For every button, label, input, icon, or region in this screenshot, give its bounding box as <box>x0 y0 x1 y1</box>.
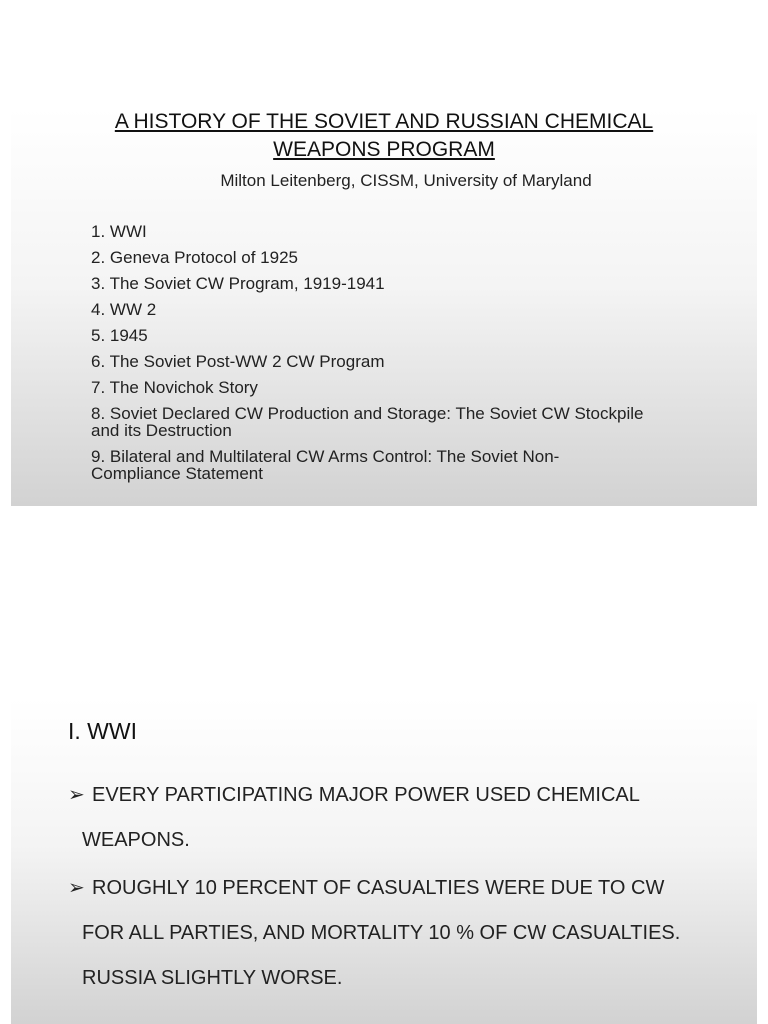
bullet-text-line: FOR ALL PARTIES, AND MORTALITY 10 % OF CW CASUALTIES. <box>82 922 681 944</box>
toc-item <box>91 405 731 439</box>
slide-title-line-1: A HISTORY OF THE SOVIET AND RUSSIAN CHEMICAL <box>114 110 654 133</box>
bullet-text-line: RUSSIA SLIGHTLY WORSE. <box>82 967 343 989</box>
bullet-text-line: ROUGHLY 10 PERCENT OF CASUALTIES WERE DUE TO CW <box>92 877 665 899</box>
toc-item: 6. The Soviet Post-WW 2 CW Program <box>91 352 385 371</box>
section-heading: I. WWI <box>68 718 137 744</box>
toc-item: 1. WWI <box>91 222 147 241</box>
toc-item-line: Compliance Statement <box>91 464 263 483</box>
author-line: Milton Leitenberg, CISSM, University of Maryland <box>220 171 592 190</box>
title-slide <box>11 108 757 506</box>
bullet-text-line: EVERY PARTICIPATING MAJOR POWER USED CHEMICAL <box>92 784 640 806</box>
arrow-bullet-icon: ➢ <box>68 784 85 806</box>
toc-item: 4. WW 2 <box>91 300 157 319</box>
toc-item-line: and its Destruction <box>91 421 232 440</box>
bullet-item <box>68 866 728 1001</box>
table-of-contents <box>91 223 731 491</box>
bullet-text-line: WEAPONS. <box>82 829 190 851</box>
bullet-item <box>68 773 728 863</box>
bullet-list <box>68 773 728 1004</box>
toc-item: 5. 1945 <box>91 326 148 345</box>
toc-item-line: 8. Soviet Declared CW Production and Storage: The Soviet CW Stockpile <box>91 404 644 423</box>
toc-item-line: 9. Bilateral and Multilateral CW Arms Control: The Soviet Non- <box>91 447 560 466</box>
arrow-bullet-icon: ➢ <box>68 877 85 899</box>
toc-item: 2. Geneva Protocol of 1925 <box>91 248 298 267</box>
content-slide <box>11 698 757 1024</box>
toc-item: 7. The Novichok Story <box>91 378 258 397</box>
slide-title <box>11 108 757 164</box>
toc-item <box>91 448 731 482</box>
slide-title-line-2: WEAPONS PROGRAM <box>273 138 495 161</box>
toc-item: 3. The Soviet CW Program, 1919-1941 <box>91 274 385 293</box>
